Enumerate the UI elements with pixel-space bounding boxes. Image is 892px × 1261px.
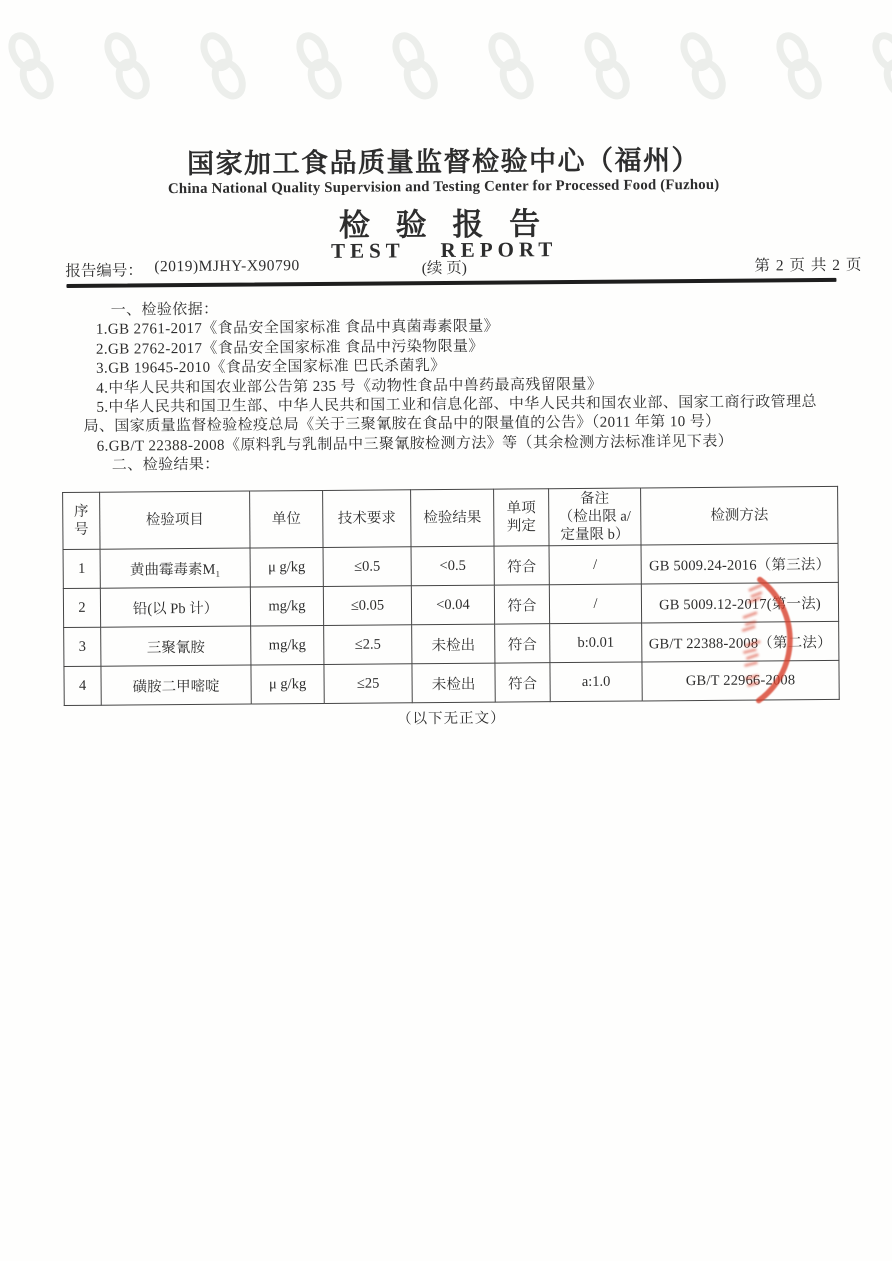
cell-requirement: ≤2.5 [324,625,412,665]
cell-index: 3 [64,627,101,666]
basis-heading: 一、检验依据： [110,301,219,319]
report-title-cn: 检 验 报 告 [338,206,550,243]
report-title-en: TEST REPORT [330,237,558,263]
cell-method: GB/T 22388-2008（第二法） [642,621,839,662]
cell-unit: mg/kg [250,586,323,626]
continuation-note: (续 页) [421,259,467,278]
cell-unit: mg/kg [251,625,324,665]
basis-item: 1.GB 2761-2017《食品安全国家标准 食品中真菌毒素限量》 [95,318,500,339]
cell-judgement: 符合 [495,624,550,663]
table-row [64,621,839,666]
col-header-index: 序号 [63,492,100,549]
cell-method: GB 5009.24-2016（第三法） [641,543,838,584]
cell-item: 铅(以 Pb 计） [100,587,250,627]
cell-requirement: ≤0.5 [323,547,411,587]
cell-item: 黄曲霉毒素M₁ [100,548,250,588]
cell-judgement: 符合 [494,546,549,585]
cell-index: 1 [63,549,100,588]
page-indicator: 第 2 页 共 2 页 [754,256,863,275]
cell-unit: μ g/kg [251,664,324,704]
col-header-requirement: 技术要求 [323,490,411,548]
cell-index: 2 [63,588,100,627]
col-header-remark: 备注 （检出限 a/ 定量限 b） [549,488,641,546]
cell-remark: / [549,584,641,624]
cell-method: GB 5009.12-2017(第一法) [641,582,838,623]
cell-remark: / [549,545,641,585]
col-header-unit: 单位 [250,490,323,548]
basis-item: 4.中华人民共和国农业部公告第 235 号《动物性食品中兽药最高残留限量》 [96,376,603,397]
col-header-item: 检验项目 [100,491,250,549]
col-header-judgement: 单项 判定 [494,489,549,546]
report-no-value: (2019)MJHY-X90790 [154,257,300,276]
results-table [62,486,840,706]
cell-method: GB/T 22966-2008 [642,660,839,701]
cell-result: 未检出 [412,663,495,703]
report-no-label: 报告编号： [65,262,143,280]
cell-index: 4 [64,666,101,705]
col-header-result: 检验结果 [411,489,494,547]
cell-unit: μ g/kg [250,547,323,587]
cell-item: 三聚氰胺 [101,626,251,666]
table-row [63,582,838,627]
results-heading: 二、检验结果： [111,457,220,474]
cell-judgement: 符合 [494,585,549,624]
basis-item: 2.GB 2762-2017《食品安全国家标准 食品中污染物限量》 [95,338,484,358]
table-header-row [63,486,838,549]
cell-result: 未检出 [412,624,495,664]
table-row [64,660,839,705]
cell-result: <0.04 [411,585,494,625]
end-of-text-note: （以下无正文） [397,710,506,728]
org-title-cn: 国家加工食品质量监督检验中心（福州） [186,144,701,180]
col-header-method: 检测方法 [641,486,838,545]
cell-requirement: ≤0.05 [323,586,411,626]
cell-requirement: ≤25 [324,664,412,704]
basis-item: 6.GB/T 22388-2008《原料乳与乳制品中三聚氰胺检测方法》等（其余检测方法标准详见下表） [96,433,734,455]
cell-result: <0.5 [411,546,494,586]
table-row [63,543,838,588]
org-title-en: China National Quality Supervision and Testing Center for Processed Food (Fuzhou) [167,176,720,198]
basis-section [83,296,838,477]
cell-item: 磺胺二甲嘧啶 [101,665,251,705]
basis-item: 3.GB 19645-2010《食品安全国家标准 巴氏杀菌乳》 [96,358,446,377]
cell-remark: b:0.01 [550,623,642,663]
cell-judgement: 符合 [495,663,550,702]
basis-item: 5.中华人民共和国卫生部、中华人民共和国工业和信息化部、中华人民共和国农业部、国家工商行政管理总局、国家质量监督检验检疫总局《关于三聚氰胺在食品中的限量值的公告》（2011 年第 10 号） [83,394,817,436]
cell-remark: a:1.0 [550,662,642,702]
